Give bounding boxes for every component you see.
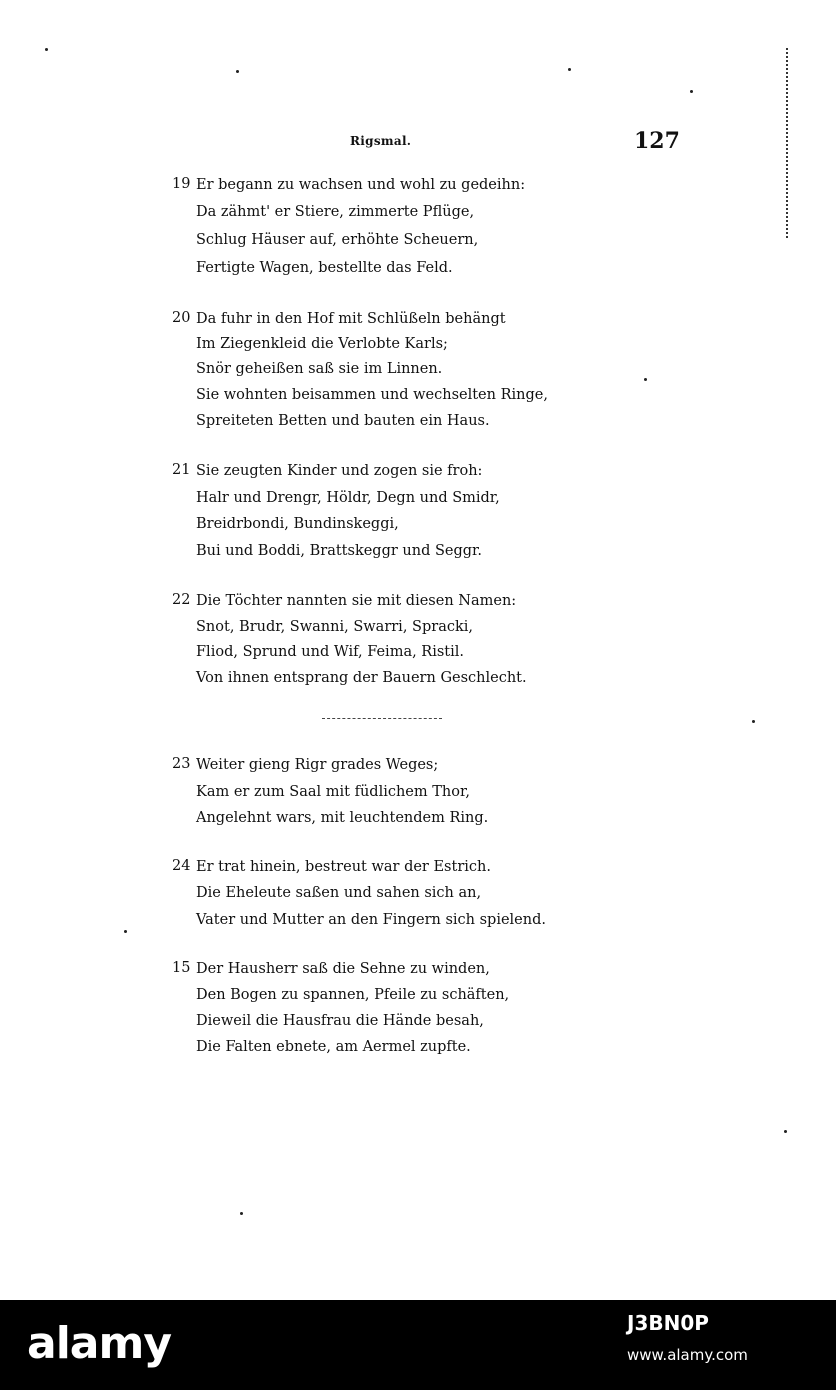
stanza-number: 15 — [172, 960, 191, 976]
verse-line: Breidrbondi, Bundinskeggi, — [196, 516, 399, 532]
stanza-number: 21 — [172, 462, 191, 478]
verse-line: Sie wohnten beisammen und wechselten Ringe, — [196, 387, 548, 403]
verse-line: Von ihnen entsprang der Bauern Geschlecht. — [196, 670, 527, 686]
verse-line: Er trat hinein, bestreut war der Estrich. — [196, 859, 491, 875]
running-title: Rigsmal. — [350, 134, 412, 148]
scan-speck — [240, 1212, 243, 1215]
scan-speck — [568, 68, 571, 71]
verse-line: Die Falten ebnete, am Aermel zupfte. — [196, 1039, 471, 1055]
verse-line: Der Hausherr saß die Sehne zu winden, — [196, 961, 490, 977]
verse-line: Die Töchter nannten sie mit diesen Namen: — [196, 593, 517, 609]
scan-speck — [236, 70, 239, 73]
margin-dotted-rule — [786, 48, 788, 238]
verse-line: Snot, Brudr, Swanni, Swarri, Spracki, — [196, 619, 473, 635]
scan-speck — [124, 930, 127, 933]
scan-speck — [784, 1130, 787, 1133]
verse-line: Halr und Drengr, Höldr, Degn und Smidr, — [196, 490, 500, 506]
verse-line: Er begann zu wachsen und wohl zu gedeihn: — [196, 177, 526, 193]
verse-line: Vater und Mutter an den Fingern sich spielend. — [196, 912, 546, 928]
section-divider — [322, 718, 442, 719]
verse-line: Die Eheleute saßen und sahen sich an, — [196, 885, 482, 901]
stanza-number: 23 — [172, 756, 191, 772]
verse-line: Dieweil die Hausfrau die Hände besah, — [196, 1013, 484, 1029]
verse-line: Kam er zum Saal mit füdlichem Thor, — [196, 784, 470, 800]
brand-logo: alamy — [27, 1318, 171, 1369]
verse-line: Schlug Häuser auf, erhöhte Scheuern, — [196, 232, 479, 248]
verse-line: Angelehnt wars, mit leuchtendem Ring. — [196, 810, 489, 826]
verse-line: Fliod, Sprund und Wif, Feima, Ristil. — [196, 644, 465, 660]
stanza-number: 20 — [172, 310, 191, 326]
verse-line: Da fuhr in den Hof mit Schlüßeln behängt — [196, 311, 506, 327]
page-number: 127 — [634, 128, 680, 154]
verse-line: Snör geheißen saß sie im Linnen. — [196, 361, 443, 377]
stanza-number: 24 — [172, 858, 191, 874]
verse-line: Den Bogen zu spannen, Pfeile zu schäften, — [196, 987, 510, 1003]
stanza-number: 19 — [172, 176, 191, 192]
verse-line: Fertigte Wagen, bestellte das Feld. — [196, 260, 453, 276]
scan-speck — [752, 720, 755, 723]
verse-line: Spreiteten Betten und bauten ein Haus. — [196, 413, 490, 429]
verse-line: Im Ziegenkleid die Verlobte Karls; — [196, 336, 448, 352]
verse-line: Da zähmt' er Stiere, zimmerte Pflüge, — [196, 204, 475, 220]
scan-speck — [45, 48, 48, 51]
image-id: J3BN0P — [627, 1311, 709, 1335]
scan-speck — [690, 90, 693, 93]
verse-line: Bui und Boddi, Brattskeggr und Seggr. — [196, 543, 483, 559]
stanza-number: 22 — [172, 592, 191, 608]
verse-line: Weiter gieng Rigr grades Weges; — [196, 757, 439, 773]
scan-speck — [644, 378, 647, 381]
source-url: www.alamy.com — [627, 1346, 748, 1364]
verse-line: Sie zeugten Kinder und zogen sie froh: — [196, 463, 483, 479]
